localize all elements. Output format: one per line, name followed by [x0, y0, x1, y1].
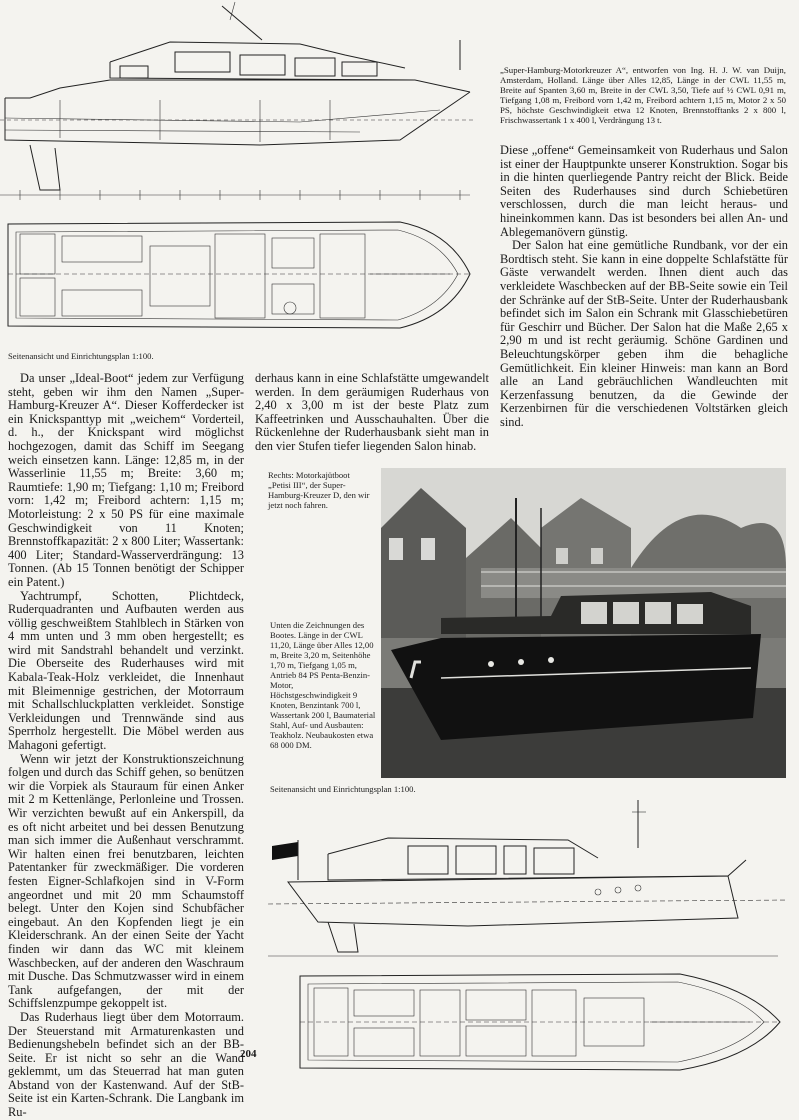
- spec-text: „Super-Hamburg-Motorkreuzer A“, entworfen von Ing. H. J. W. van Duijn, Amsterdam, Holland. Länge über Alles 12,85, Länge in der CWL 11,55 m, Breite auf Spanten 3,60 m, Breite in der CWL 3,50, Tiefe auf ½ CWL 0,91 m, Tiefgang 1,08 m, Freibord vorn 1,42 m, Freibord achtern 1,15 m, Motor 2 x 50 PS, höchste Geschwindigkeit etwa 12 Knoten, Brennstofftanks 2 x 800 l, Frischwassertank 1 x 400 l, Verdrängung 13 t.: [500, 65, 786, 126]
- left-paragraph: Yachtrumpf, Schotten, Plichtdeck, Ruderquadranten und Aufbauten werden aus völlig geschweißtem Stahlblech in Stärken von 4 mm unten und 3 mm oben hergestellt; es wird mit Sandstrahl behandelt und verzinkt. Die Oberseite des Ruderhauses wird mit Kabala-Teak-Holz verkleidet, die Innenhaut mit Bleimennige gestrichen, der Motorraum mit Schallschluckplatten verkleidet. Sonstige Verkleidungen und Trennwände sind aus Sperrholz hergestellt. Die Möbel werden aus Mahagoni gefertigt.: [8, 588, 244, 753]
- right-paragraph: Der Salon hat eine gemütliche Rundbank, vor der ein Bordtisch steht. Sie kann in eine doppelte Schlafstätte für Gäste verwandelt werden. Ihnen dient auch das verkleidete Waschbecken auf der BB-Seite sowie ein Teil der Schränke auf der StB-Seite. Unter der Ruderhausbank befindet sich im Salon ein Schrank mit Glasschiebetüren für Geschirr und Bücher. Der Salon hat die Maße 2,65 x 2,90 m und ist recht geräumig. Schöne Gardinen und Beleuchtungskörper geben ihm die behagliche Gemütlichkeit. Ein kleiner Hinweis: man kann an Bord alle an Land gebräuchlichen Wandleuchten mit Kerzenfassung benutzen, da die Gewinde der Kerzenbirnen für die verschiedenen Voltstärken gleich sind.: [500, 238, 788, 429]
- lower-boat-caption: Unten die Zeichnungen des Bootes. Länge in der CWL 11,20, Länge über Alles 12,00 m, Breite 3,20 m, Seitenhöhe 1,70 m, Tiefgang 1,05 m, Antrieb 84 PS Penta-Benzin-Motor, Höchstgeschwindigkeit 9 Knoten, Benzintank 700 l, Wassertank 200 l, Baumaterial Stahl, Auf- und Ausbauten: Teakholz. Neubaukosten etwa 68 000 DM.: [270, 620, 376, 750]
- caption-top-drawings: Seitenansicht und Einrichtungsplan 1:100.: [8, 351, 154, 361]
- caption-bottom-drawings: Seitenansicht und Einrichtungsplan 1:100.: [270, 784, 416, 794]
- left-paragraph: Wenn wir jetzt der Konstruktionszeichnung folgen und durch das Schiff gehen, so benützen wir die Vorpiek als Stauraum für einen Anker mit 2 m Kettenlänge, Perlonleine und Trossen. Wir verzichten bewußt auf ein Ankerspill, da es oft nicht arbeitet und bei dessen Benutzung man sich immer die Außenhaut verschrammt. Wir halten einen frei benutzbaren, leichten Patentanker für zweckmäßiger. Die vorderen festen Eigner-Schlafkojen sind in V-Form angeordnet und mit 20 mm Schaumstoff belegt. Unter den Kojen sind Schubfächer eingebaut. An den Kopfenden liegt je ein Kleiderschrank. An der einen Seite der Yacht finden wir dann das WC mit kleinem Waschbecken, auf der anderen den Waschraum mit Dusche. Das Schmutzwasser wird in einem Tank aufgefangen, der mit der Schiffslenzpumpe gekoppelt ist.: [8, 751, 244, 1011]
- right-paragraph: Diese „offene“ Gemeinsamkeit von Ruderhaus und Salon ist einer der Hauptpunkte unserer Konstruktion. Sogar bis in die hinten querliegende Pantry reicht der Blick. Beide Seiten des Ruderhauses sind durch Schiebetüren verschlossen, durch die man leicht heraus- und hineinkommen kann. Das ist besonders bei allen An- und Ablegemanövern günstig.: [500, 143, 788, 239]
- left-paragraph: Da unser „Ideal-Boot“ jedem zur Verfügung steht, geben wir ihm den Namen „Super-Hamburg-Kreuzer A“. Dieser Kofferdecker ist ein Knickspanttyp mit „weichem“ Vorderteil, d. h., der Knickspant wird möglichst hochgezogen, damit das Schiff im Seegang weich einsetzen kann. Länge: 12,85 m, in der Wasserlinie 11,55 m; Breite: 3,60 m; Raumtiefe: 1,90 m; Tiefgang: 1,10 m; Freibord vorn: 1,42 m; Freibord achtern: 1,15 m; Motorleistung: 2 x 50 PS für eine maximale Geschwindigkeit von 11 Knoten; Brennstoffkapazität: 2 x 800 Liter; Wassertank: 400 Liter; Standard-Wasserverdrängung: 13 Tonnen. (Ab 15 Tonnen benötigt der Schipper ein Patent.): [8, 371, 244, 589]
- bottom-plan-view-drawing: [290, 968, 788, 1078]
- top-plan-view-drawing: [0, 212, 480, 342]
- right-column-text: [500, 144, 788, 429]
- top-side-view-drawing: [0, 0, 480, 205]
- page-number: 204: [240, 1048, 257, 1060]
- boat-photo: [381, 468, 786, 778]
- left-paragraph: Das Ruderhaus liegt über dem Motorraum. Der Steuerstand mit Armaturenkasten und Bedienungshebeln befindet sich an der BB-Seite. Er ist nicht so sehr an die Wand geklemmt, um das Steuerrad hat man guten Abstand von der Kastenwand. Auf der StB-Seite ist ein Karten-Schrank. Die Langbank im Ru-: [8, 1009, 244, 1120]
- left-column-text: [8, 372, 244, 1120]
- bottom-side-view-drawing: [268, 800, 788, 960]
- mid-column-text: derhaus kann in eine Schlafstätte umgewandelt werden. In dem geräumigen Ruderhaus von 2,40 x 3,00 m ist der beste Platz zum Kaffeetrinken und Ausschauhalten. Über die Rückenlehne der Ruderhausbank sieht man in den vier Stufen tiefer liegenden Salon hinab.: [255, 371, 489, 453]
- photo-caption: Rechts: Motorkajütboot „Petisi III“, der Super-Hamburg-Kreuzer D, den wir jetzt noch fahren.: [268, 470, 370, 510]
